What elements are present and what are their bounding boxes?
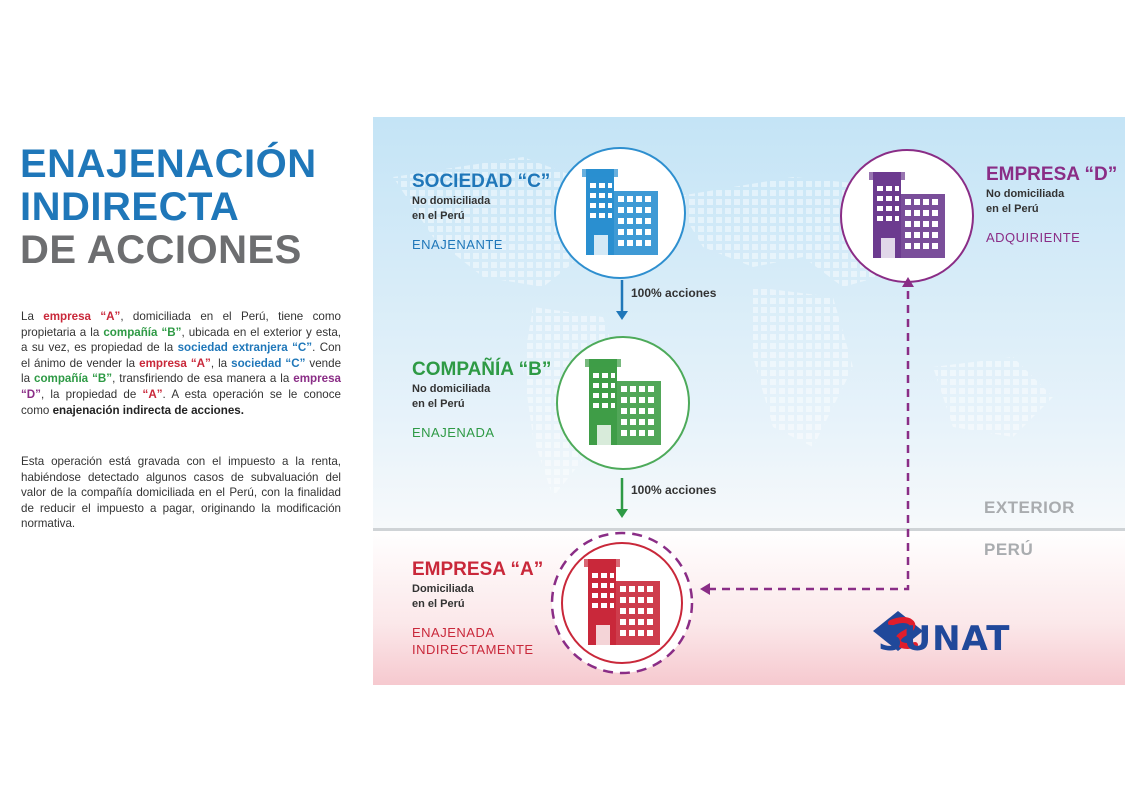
text-fragment: , domiciliada en el Perú, tiene como propietaria a la [21,310,341,339]
compania-b-role: ENAJENADA [412,425,495,440]
text-fragment: , transfiriendo de esa manera a la [112,372,294,386]
empresa-a-info [412,560,543,658]
role-line: INDIRECTAMENTE [412,642,534,657]
empresa-a-role [412,624,543,658]
sociedad-c-name: SOCIEDAD “C” [412,171,551,192]
role-line: ENAJENADA [412,625,495,640]
peru-label: PERÚ [984,540,1034,559]
arrow-c-to-b-label: 100% acciones [631,286,717,300]
compania-b-info [412,360,551,441]
text-fragment: , ubicada en el exterior y esta, a su vez, es propiedad de la [21,325,342,355]
status-line: Domiciliada [412,583,474,595]
text-fragment: . A esta operación se le conoce como [21,387,341,417]
text-fragment: , la [210,356,232,370]
sociedad-c-ref: sociedad extranjera “C” [177,341,313,355]
sunat-logo-text: SUNAT [878,619,1011,659]
compania-b-ref: compañía “B” [34,372,113,386]
status-line: en el Perú [412,210,465,222]
arrow-b-to-a [616,478,628,518]
title-line-3: DE ACCIONES [20,228,302,272]
sociedad-c-status [412,194,550,224]
highlight-term: enajenación indirecta de acciones. [52,403,244,417]
sociedad-c-ref: sociedad “C” [231,356,306,370]
compania-b-name: COMPAÑÍA “B” [412,359,552,380]
description-paragraph-2: Esta operación está gravada con el impuesto a la renta, habiéndose detectado algunos casos de subvaluación del valor de la compañía domiciliada en el Perú, con la finalidad de reducir el impuesto a pagar, originando la modificación normativa. [21,455,341,531]
text-fragment: La [21,310,44,323]
sociedad-c-role: ENAJENANTE [412,237,503,252]
page-title [20,143,317,272]
arrow-b-to-a-label: 100% acciones [631,483,717,497]
a-ref: “A” [142,387,163,401]
empresa-a-ref: empresa “A” [43,310,121,323]
empresa-d-role: ADQUIRIENTE [986,230,1081,245]
description-paragraph-1 [21,309,341,418]
status-line: No domiciliada [986,188,1065,200]
text-fragment: vende la [21,356,342,386]
title-line-2: INDIRECTA [20,185,240,229]
empresa-a-status [412,582,543,612]
title-line-1: ENAJENACIÓN [20,142,317,186]
exterior-label: EXTERIOR [984,498,1075,517]
text-fragment: . Con el ánimo de vender la [21,341,341,370]
sociedad-c-info [412,172,550,253]
empresa-a-name: EMPRESA “A” [412,559,544,580]
status-line: en el Perú [412,598,465,610]
empresa-d-name: EMPRESA “D” [986,164,1118,185]
compania-b-status [412,382,551,412]
empresa-d-info [986,165,1117,246]
empresa-a-ref: empresa “A” [139,356,211,370]
status-line: No domiciliada [412,195,491,207]
arrow-c-to-b [616,280,628,320]
status-line: en el Perú [986,203,1039,215]
compania-b-ref: compañía “B” [103,325,182,339]
text-fragment: , la propiedad de [40,387,143,401]
empresa-d-status [986,187,1117,217]
diagram-panel [373,117,1125,685]
status-line: No domiciliada [412,383,491,395]
status-line: en el Perú [412,398,465,410]
empresa-d-ref: empresa “D” [21,372,341,401]
